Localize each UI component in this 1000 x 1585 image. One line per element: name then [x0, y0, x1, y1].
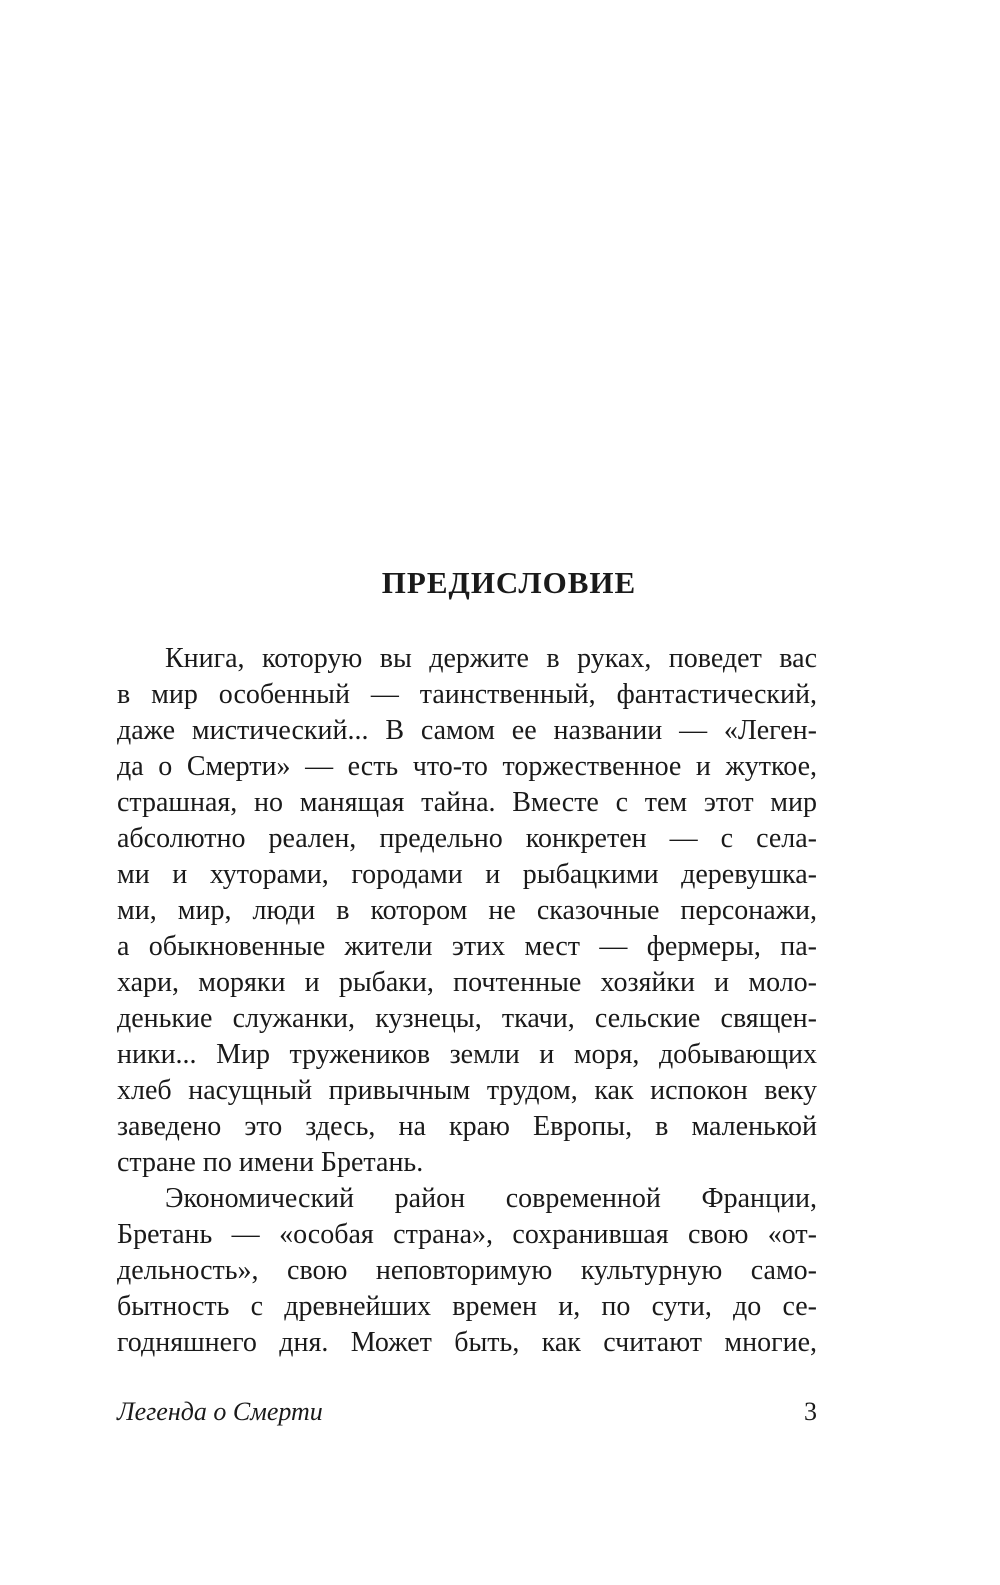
text-line: в мир особенный — таинственный, фантастический,	[117, 679, 817, 710]
text-line: заведено это здесь, на краю Европы, в маленькой	[117, 1111, 817, 1142]
text-line: да о Смерти» — есть что-то торжественное и жуткое,	[117, 751, 817, 782]
page-number: 3	[804, 1397, 817, 1426]
text-line: годняшнего дня. Может быть, как считают многие,	[117, 1327, 817, 1358]
text-line: а обыкновенные жители этих мест — фермеры, па-	[117, 931, 817, 962]
text-line: Экономический район современной Франции,	[165, 1183, 817, 1214]
text-line: хлеб насущный привычным трудом, как испокон веку	[117, 1075, 817, 1106]
text-line: даже мистический... В самом ее названии — «Леген-	[117, 715, 817, 746]
chapter-heading: ПРЕДИСЛОВИЕ	[381, 565, 637, 600]
text-line: хари, моряки и рыбаки, почтенные хозяйки и моло-	[117, 967, 817, 998]
running-footer-title: Легенда о Смерти	[117, 1397, 323, 1426]
text-line: ми, мир, люди в котором не сказочные персонажи,	[117, 895, 817, 926]
text-line: ники... Мир тружеников земли и моря, добывающих	[117, 1039, 817, 1070]
text-line: бытность с древнейших времен и, по сути, до се-	[117, 1291, 817, 1322]
text-line: Бретань — «особая страна», сохранившая свою «от-	[117, 1219, 817, 1250]
text-line: стране по имени Бретань.	[117, 1147, 424, 1178]
text-line: абсолютно реален, предельно конкретен — с села-	[117, 823, 817, 854]
text-line: Книга, которую вы держите в руках, поведет вас	[165, 643, 817, 674]
text-line: страшная, но манящая тайна. Вместе с тем этот мир	[117, 787, 817, 818]
text-line: ми и хуторами, городами и рыбацкими деревушка-	[117, 859, 817, 890]
text-line: дельность», свою неповторимую культурную само-	[117, 1255, 817, 1286]
text-line: денькие служанки, кузнецы, ткачи, сельские священ-	[117, 1003, 817, 1034]
